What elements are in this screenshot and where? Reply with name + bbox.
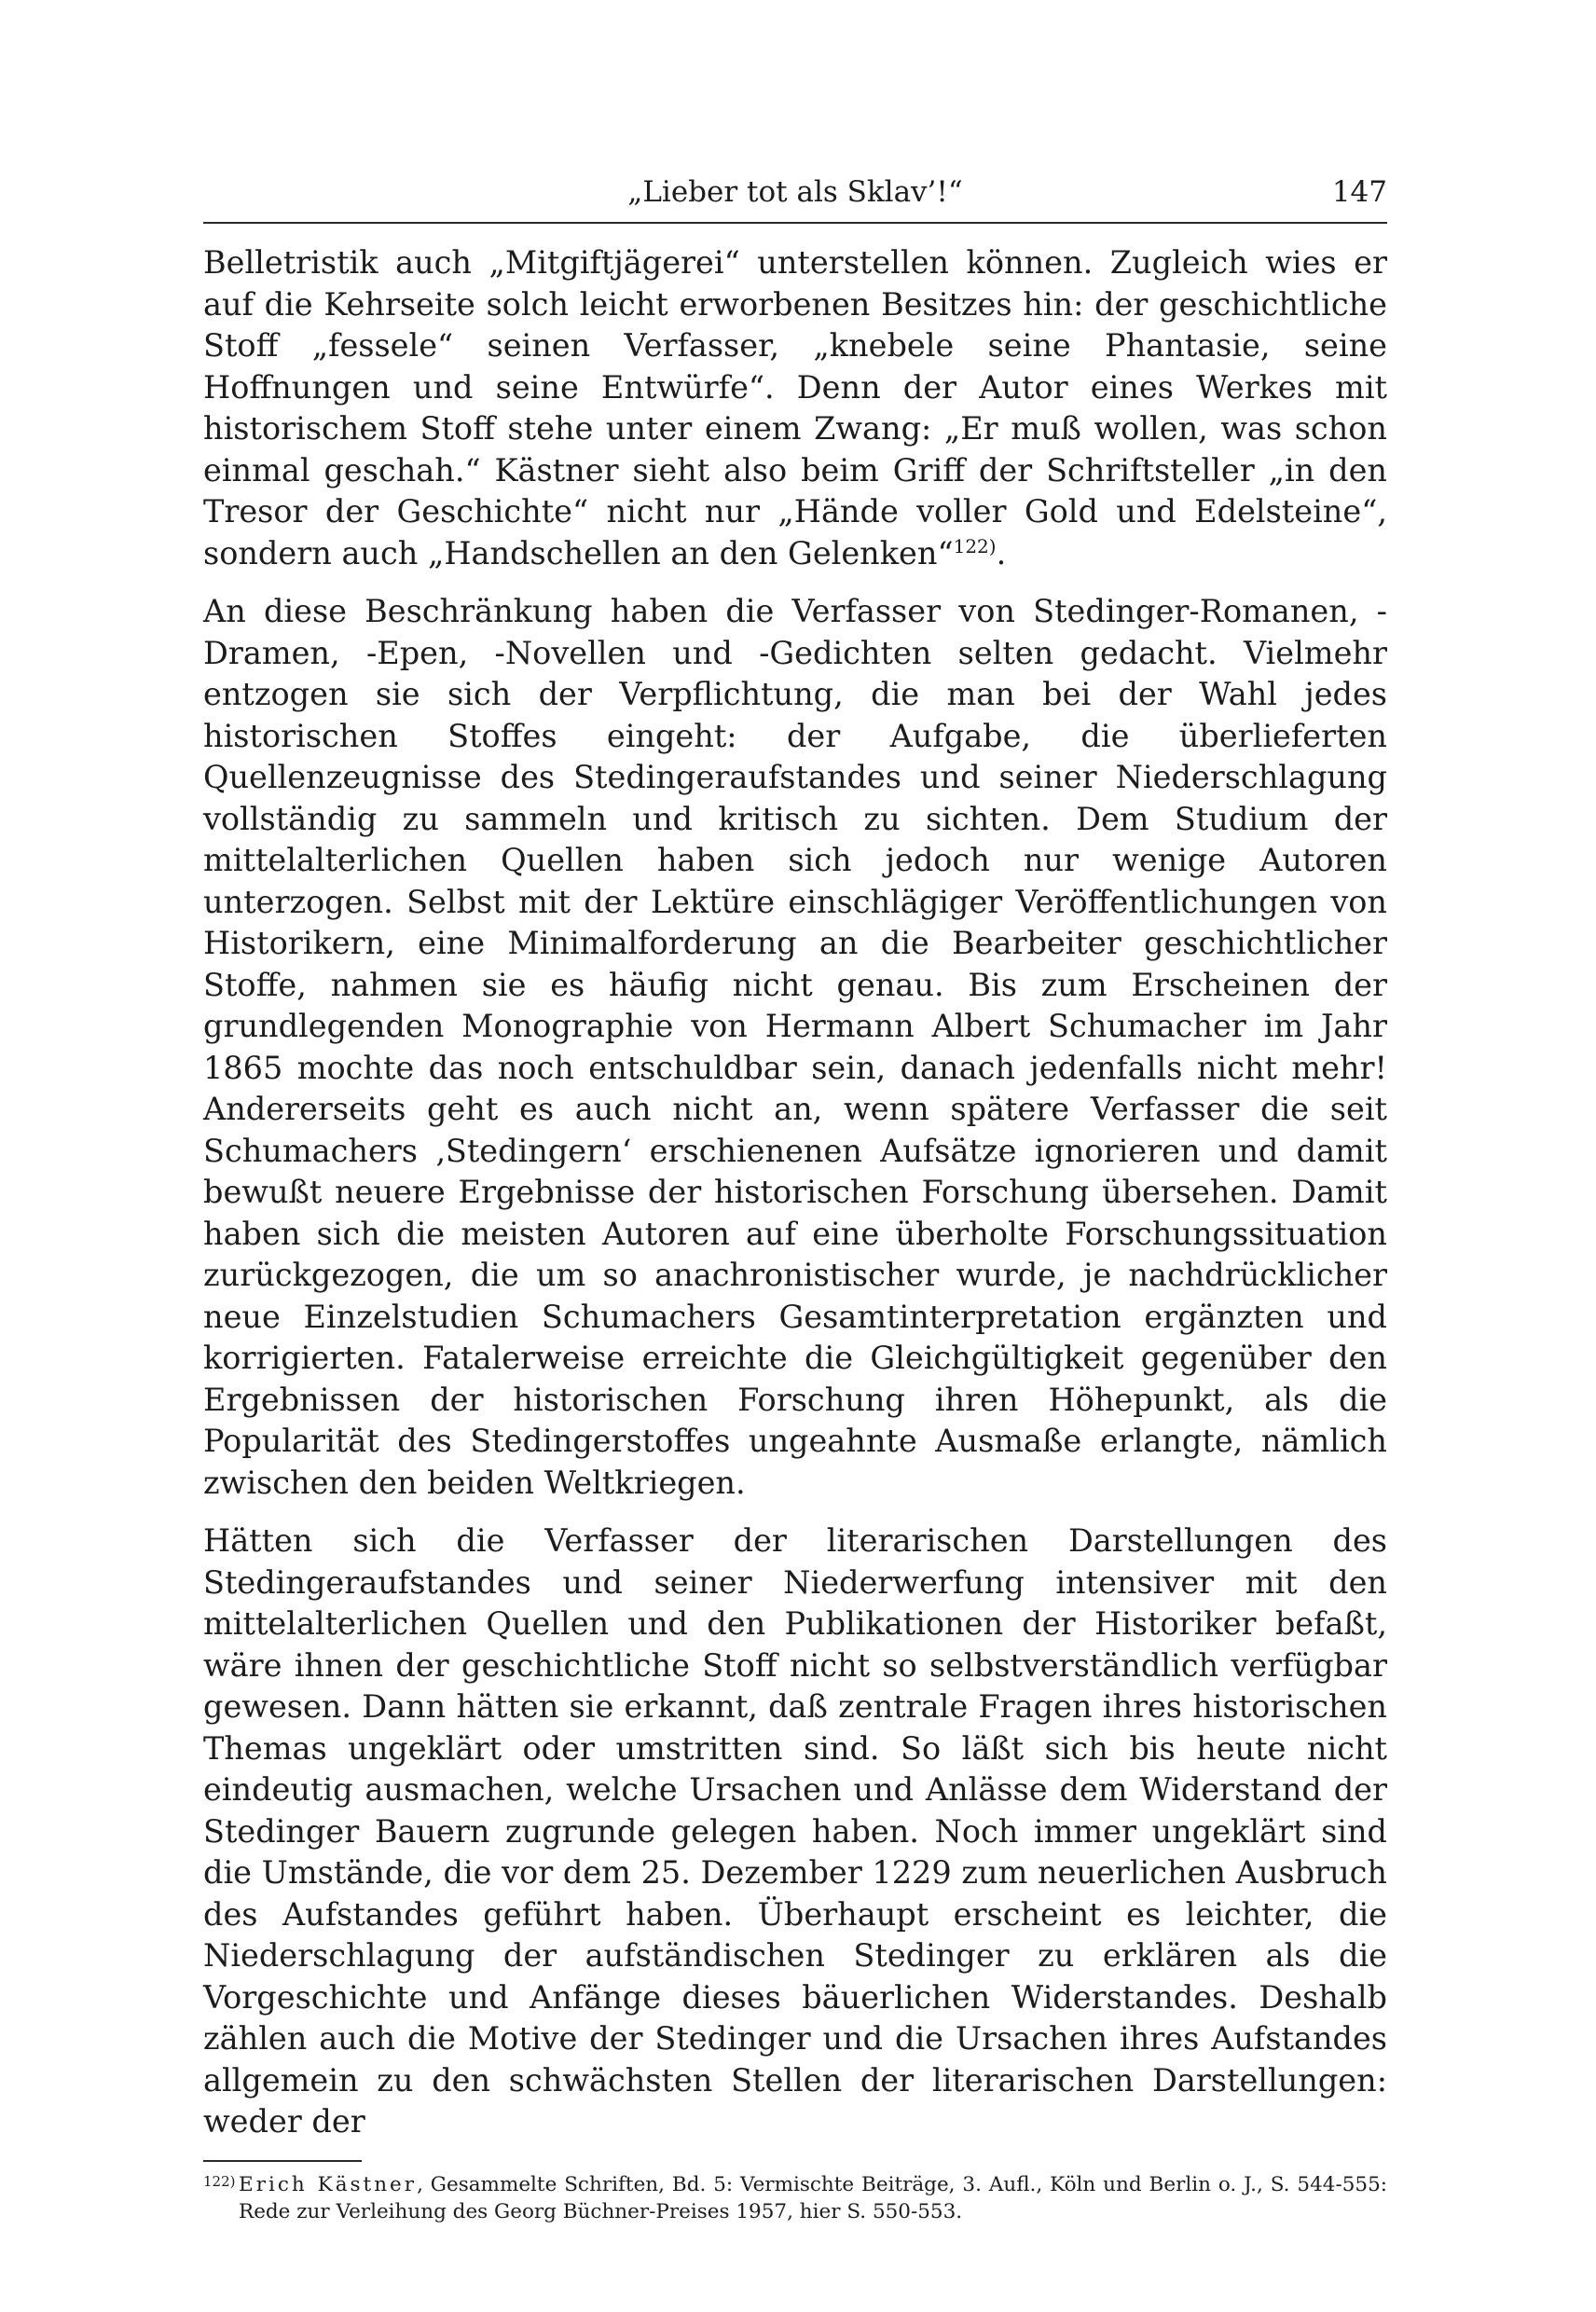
paragraph-1-end: . xyxy=(996,534,1007,571)
footnote-marker: 122) xyxy=(203,2172,236,2190)
body-text xyxy=(203,242,1387,2143)
footnote-divider xyxy=(203,2160,362,2162)
paragraph-1 xyxy=(203,242,1387,574)
paragraph-1-text: Belletristik auch „Mitgiftjägerei“ unterstellen können. Zugleich wies er auf die Kehrseite solch leicht erworbenen Besitzes hin: der geschichtliche Stoff „fessele“ seinen Verfasser, „knebele seine Phantasie, seine Hoffnungen und seine Entwürfe“. Denn der Autor eines Werkes mit historischem Stoff stehe unter einem Zwang: „Er muß wollen, was schon einmal geschah.“ Kästner sieht also beim Griff der Schriftsteller „in den Tresor der Geschichte“ nicht nur „Hände voller Gold und Edelsteine“, sondern auch „Handschellen an den Gelenken“ xyxy=(203,244,1387,571)
paragraph-2: An diese Beschränkung haben die Verfasser von Stedinger-Romanen, -Dramen, -Epen, -Novellen und -Gedichten selten gedacht. Vielmehr entzogen sie sich der Verpflichtung, die man bei der Wahl jedes historischen Stoffes eingeht: der Aufgabe, die überlieferten Quellenzeugnisse des Stedingeraufstandes und seiner Niederschlagung vollständig zu sammeln und kritisch zu sichten. Dem Studium der mittelalterlichen Quellen haben sich jedoch nur wenige Autoren unterzogen. Selbst mit der Lektüre einschlägiger Veröffentlichungen von Historikern, eine Minimalforderung an die Bearbeiter geschichtlicher Stoffe, nahmen sie es häufig nicht genau. Bis zum Erscheinen der grundlegenden Monographie von Hermann Albert Schumacher im Jahr 1865 mochte das noch entschuldbar sein, danach jedenfalls nicht mehr! Andererseits geht es auch nicht an, wenn spätere Verfasser die seit Schumachers ‚Stedingern‘ erschienenen Aufsätze ignorieren und damit bewußt neuere Ergebnisse der historischen Forschung übersehen. Damit haben sich die meisten Autoren auf eine überholte Forschungssituation zurückgezogen, die um so anachronistischer wurde, je nachdrücklicher neue Einzelstudien Schumachers Gesamtinterpretation ergänzten und korrigierten. Fatalerweise erreichte die Gleichgültigkeit gegenüber den Ergebnissen der historischen Forschung ihren Höhepunkt, als die Popularität des Stedingerstoffes ungeahnte Ausmaße erlangte, nämlich zwischen den beiden Weltkriegen. xyxy=(203,593,1387,1501)
footnote xyxy=(203,2171,1387,2225)
footnote-reference: 122) xyxy=(953,534,997,557)
paragraph-3: Hätten sich die Verfasser der literarischen Darstellungen des Stedingeraufstandes und seiner Niederwerfung intensiver mit den mittelalterlichen Quellen und den Publikationen der Historiker befaßt, wäre ihnen der geschichtliche Stoff nicht so selbstverständlich verfügbar gewesen. Dann hätten sie erkannt, daß zentrale Fragen ihres historischen Themas ungeklärt oder umstritten sind. So läßt sich bis heute nicht eindeutig ausmachen, welche Ursachen und Anlässe dem Widerstand der Stedinger Bauern zugrunde gelegen haben. Noch immer ungeklärt sind die Umstände, die vor dem 25. Dezember 1229 zum neuerlichen Ausbruch des Aufstandes geführt haben. Überhaupt erscheint es leichter, die Niederschlagung der aufständischen Stedinger zu erklären als die Vorgeschichte und Anfänge dieses bäuerlichen Widerstandes. Deshalb zählen auch die Motive der Stedinger und die Ursachen ihres Aufstandes allgemein zu den schwächsten Stellen der literarischen Darstellungen: weder der xyxy=(203,1522,1387,2140)
page-header xyxy=(203,168,1387,224)
running-title: „Lieber tot als Sklav’!“ xyxy=(627,175,963,209)
footnote-citation: , Gesammelte Schriften, Bd. 5: Vermischte Beiträge, 3. Aufl., Köln und Berlin o. J., S. 544-555: Rede zur Verleihung des Georg Büchner-Preises 1957, hier S. 550-553. xyxy=(239,2172,1387,2223)
document-page xyxy=(203,168,1387,2225)
page-number: 147 xyxy=(1331,175,1387,209)
footnote-text xyxy=(239,2171,1387,2225)
footnote-author: Erich Kästner xyxy=(239,2172,418,2196)
